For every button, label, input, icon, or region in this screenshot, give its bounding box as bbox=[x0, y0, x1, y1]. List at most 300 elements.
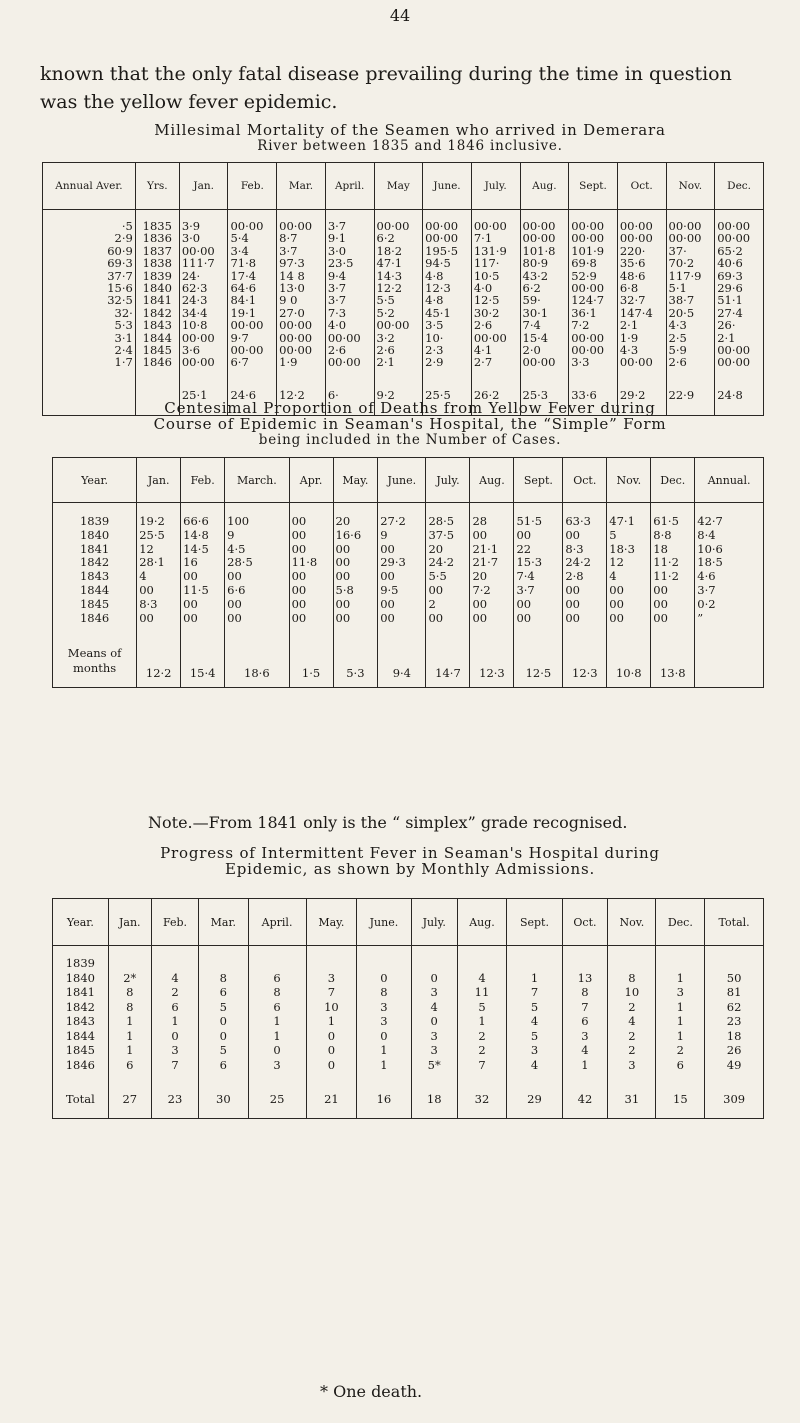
table3-cell: 3 bbox=[380, 1014, 388, 1028]
table2-header-7: July. bbox=[426, 458, 470, 503]
table1-cell: 15·6 bbox=[107, 280, 133, 295]
table2-mean-3: 1·5 bbox=[289, 635, 333, 688]
table3-column-values bbox=[309, 956, 355, 1072]
table3-cell bbox=[309, 956, 355, 971]
table2-cell: 1843 bbox=[79, 569, 110, 584]
table3-footnote: * One death. bbox=[320, 1382, 423, 1401]
table1-cell: 12·2 bbox=[376, 280, 403, 295]
table2-mean-11: 13·8 bbox=[651, 635, 695, 688]
table1-cell: 1835 bbox=[142, 219, 172, 233]
table2-column-9 bbox=[514, 503, 563, 636]
table3-total-7: 18 bbox=[411, 1080, 457, 1119]
table3-cell: 1 bbox=[478, 1014, 486, 1028]
table2-cell: 100 bbox=[227, 514, 250, 528]
table3-cell: 4 bbox=[581, 1043, 589, 1057]
table3-body-row bbox=[53, 946, 764, 1081]
table3-header-0: Year. bbox=[53, 899, 109, 946]
table2-cell: 29·3 bbox=[380, 555, 406, 570]
table1-body-row bbox=[43, 210, 764, 377]
table2-cell: 12 bbox=[139, 541, 154, 556]
table2-cell: 37·5 bbox=[428, 527, 455, 542]
table1-cell: 12·5 bbox=[473, 293, 500, 308]
table1-cell: 4·3 bbox=[619, 342, 639, 357]
table1-cell: 2·4 bbox=[114, 342, 133, 357]
table1-cell: 3·2 bbox=[376, 330, 395, 345]
table1-cell: 6·2 bbox=[376, 231, 395, 246]
table1-cell: 70·2 bbox=[668, 256, 695, 271]
table2-column-values bbox=[55, 515, 134, 625]
table2-cell: 28·5 bbox=[428, 514, 455, 528]
table3-column-values bbox=[359, 956, 409, 1072]
table3-header-row bbox=[53, 899, 764, 946]
table3-header-13: Total. bbox=[705, 899, 764, 946]
table1-cell: 64·6 bbox=[230, 280, 257, 295]
table1-cell: 2·0 bbox=[522, 342, 541, 357]
table3-cell: 1 bbox=[380, 1057, 388, 1072]
table3-cell: 1 bbox=[327, 1014, 336, 1028]
table2-cell: 0·2 bbox=[697, 596, 716, 611]
table3-cell: 2 bbox=[628, 1043, 636, 1057]
table3-column-5 bbox=[306, 946, 357, 1081]
table3-header-11: Nov. bbox=[608, 899, 656, 946]
table1-caption bbox=[40, 122, 780, 154]
table2-cell: 00 bbox=[428, 582, 444, 597]
table2-cell: 16 bbox=[183, 555, 198, 570]
table2-column-values bbox=[292, 515, 331, 625]
table3-header-6: June. bbox=[357, 899, 412, 946]
table2-cell: 6·6 bbox=[227, 582, 246, 597]
table1-cell: 1·9 bbox=[279, 355, 298, 370]
table1-total-10: 33·6 bbox=[569, 377, 618, 416]
table3-column-6 bbox=[357, 946, 412, 1081]
table1-column-values bbox=[523, 220, 567, 369]
table2-cell: 1846 bbox=[79, 610, 110, 625]
table1-header-8: July. bbox=[471, 163, 520, 210]
table1-cell: 1·9 bbox=[619, 330, 639, 345]
table1-total-4: 12·2 bbox=[277, 377, 326, 416]
page-number: 44 bbox=[389, 6, 411, 25]
table3-header-10: Oct. bbox=[562, 899, 608, 946]
table1-header-7: June. bbox=[423, 163, 472, 210]
table1-cell: 3·7 bbox=[327, 280, 347, 295]
table1-column-values bbox=[425, 220, 469, 369]
table1-column-values bbox=[377, 220, 421, 369]
table2-column-values bbox=[653, 515, 692, 625]
table1-cell: 4·8 bbox=[425, 293, 444, 308]
table1-column-8 bbox=[471, 210, 520, 377]
table3-cell bbox=[707, 956, 761, 971]
yellow-fever-proportion-table bbox=[52, 457, 764, 688]
table3-cell: 0 bbox=[380, 1028, 388, 1043]
table2-cell: 00 bbox=[565, 582, 580, 597]
table3-total-13: 309 bbox=[705, 1080, 764, 1119]
table1-cell: 36·1 bbox=[571, 305, 597, 320]
table1-cell: 117·9 bbox=[668, 268, 702, 283]
table3-cell: 7 bbox=[530, 985, 539, 999]
table2-column-11 bbox=[607, 503, 651, 636]
table3-cell: 1 bbox=[380, 1043, 388, 1057]
table1-header-10: Sept. bbox=[569, 163, 618, 210]
table2-header-6: June. bbox=[378, 458, 426, 503]
table2-cell: 28·1 bbox=[139, 555, 165, 570]
table1-cell: 3·7 bbox=[327, 293, 347, 308]
table1-cell: 27·4 bbox=[717, 305, 743, 320]
table3-cell: 6 bbox=[273, 999, 281, 1014]
table1-column-values bbox=[328, 220, 372, 369]
table2-cell: 1840 bbox=[79, 527, 110, 542]
table2-column-values bbox=[139, 515, 178, 625]
table1-cell: 32· bbox=[114, 305, 133, 320]
table2-cell: 3·7 bbox=[697, 582, 716, 597]
table3-cell: 1 bbox=[676, 970, 684, 985]
table3-column-values bbox=[55, 956, 106, 1072]
table1-cell: 14 8 bbox=[279, 268, 305, 283]
table1-cell: 29·6 bbox=[717, 280, 743, 295]
table2-cell: ” bbox=[697, 610, 704, 625]
table2-header-row bbox=[53, 458, 764, 503]
table3-cell: 5 bbox=[530, 1028, 539, 1043]
table2-caption bbox=[40, 400, 780, 448]
table1-cell: 47·1 bbox=[376, 256, 403, 271]
table3-cell: 8 bbox=[126, 985, 134, 999]
table2-cell: 20 bbox=[428, 541, 444, 556]
table2-cell: 00 bbox=[565, 596, 580, 611]
table1-cell: 00·00 bbox=[619, 231, 653, 246]
table3-column-8 bbox=[457, 946, 507, 1081]
table2-header-0: Year. bbox=[53, 458, 137, 503]
table2-header-1: Jan. bbox=[137, 458, 181, 503]
table1-column-values bbox=[279, 220, 323, 369]
table1-total-11: 29·2 bbox=[617, 377, 666, 416]
table2-cell: 11·2 bbox=[653, 555, 679, 570]
table1-cell: 1843 bbox=[142, 318, 172, 333]
table2-cell: 2·8 bbox=[565, 569, 584, 584]
table1-cell: 37·7 bbox=[107, 268, 133, 283]
table3-cell: 26 bbox=[726, 1043, 742, 1057]
table3-cell: 4 bbox=[478, 970, 486, 985]
table2-column-12 bbox=[651, 503, 695, 636]
table2-cell: 2 bbox=[428, 596, 436, 611]
table3-cell: 5 bbox=[219, 1043, 227, 1057]
table1-header-5: April. bbox=[325, 163, 374, 210]
table3-cell: 5 bbox=[219, 999, 227, 1014]
table1-cell: 117· bbox=[473, 256, 500, 271]
table2-cell: 18·5 bbox=[697, 555, 723, 570]
table3-cell: 4 bbox=[171, 970, 179, 985]
table3-cell: 2 bbox=[676, 1043, 684, 1057]
table2-mean-2: 18·6 bbox=[225, 635, 289, 688]
table3-cell: 1 bbox=[530, 970, 539, 985]
table2-cell: 63·3 bbox=[565, 514, 591, 528]
table2-body-row bbox=[53, 503, 764, 636]
table1-column-values bbox=[669, 220, 713, 369]
table1-total-3: 24·6 bbox=[228, 377, 277, 416]
table1-column-10 bbox=[569, 210, 618, 377]
table1-header-4: Mar. bbox=[277, 163, 326, 210]
table1-column-values bbox=[45, 220, 133, 369]
table1-cell: 1845 bbox=[142, 342, 172, 357]
table3-cell: 81 bbox=[726, 985, 742, 999]
table2-cell: 00 bbox=[609, 582, 624, 597]
table1-cell: 1836 bbox=[142, 231, 172, 246]
table1-cell: 00·00 bbox=[327, 355, 361, 370]
table3-column-12 bbox=[656, 946, 705, 1081]
table1-cell: 00·00 bbox=[279, 330, 313, 345]
table1-cell: 9 0 bbox=[279, 293, 298, 308]
table2-column-5 bbox=[333, 503, 378, 636]
table2-cell: 9 bbox=[380, 527, 388, 542]
table1-column-3 bbox=[228, 210, 277, 377]
table2-mean-5: 9·4 bbox=[378, 635, 426, 688]
table3-cell: 2 bbox=[478, 1043, 486, 1057]
table3-cell: 3 bbox=[273, 1057, 281, 1072]
table3-column-0 bbox=[53, 946, 109, 1081]
table1-cell: 2·1 bbox=[619, 318, 639, 333]
table2-column-values bbox=[697, 515, 761, 625]
table2-cell: 00 bbox=[291, 541, 307, 556]
table1-cell: 59· bbox=[522, 293, 541, 308]
table3-cell: 4 bbox=[430, 999, 438, 1014]
table1-cell: 40·6 bbox=[717, 256, 743, 271]
table3-cell: 3 bbox=[327, 970, 336, 985]
table3-total-row bbox=[53, 1080, 764, 1119]
table1-cell: 195·5 bbox=[425, 243, 459, 258]
table1-cell: 3·5 bbox=[425, 318, 444, 333]
table2-mean-7: 12·3 bbox=[470, 635, 514, 688]
table2-column-13 bbox=[695, 503, 764, 636]
table3-cell: 13 bbox=[577, 970, 593, 985]
table2-cell: 61·5 bbox=[653, 514, 679, 528]
table1-cell: 2·1 bbox=[717, 330, 736, 345]
table1-cell: 3·4 bbox=[230, 243, 249, 258]
table1-column-9 bbox=[520, 210, 569, 377]
table1-cell: 2·6 bbox=[668, 355, 687, 370]
table3-column-values bbox=[111, 956, 149, 1072]
table1-cell: 00·00 bbox=[522, 231, 556, 246]
table1-total-5: 6· bbox=[325, 377, 374, 416]
table2-header-5: May. bbox=[333, 458, 378, 503]
table2-cell: 11·8 bbox=[291, 555, 318, 570]
table2-cell: 00 bbox=[516, 596, 532, 611]
table1-cell: 7·3 bbox=[327, 305, 347, 320]
table1-cell: 32·7 bbox=[619, 293, 646, 308]
table3-column-13 bbox=[705, 946, 764, 1081]
table3-column-10 bbox=[562, 946, 608, 1081]
table3-cell: 2 bbox=[628, 999, 636, 1014]
table1-cell: 18·2 bbox=[376, 243, 403, 258]
means-label-line1: Means of bbox=[67, 646, 122, 661]
table3-cell: 1846 bbox=[65, 1057, 95, 1072]
table1-cell: 20·5 bbox=[668, 305, 695, 320]
table1-header-9: Aug. bbox=[520, 163, 569, 210]
table1-cell: 00·00 bbox=[230, 342, 264, 357]
table2-cell: 00 bbox=[653, 610, 668, 625]
table2-cell: 00 bbox=[335, 555, 351, 570]
table1-cell: 3·9 bbox=[181, 219, 201, 233]
table3-cell: 7 bbox=[478, 1057, 486, 1072]
table2-header-2: Feb. bbox=[181, 458, 225, 503]
table1-cell: 7·4 bbox=[522, 318, 541, 333]
table2-cell: 47·1 bbox=[609, 514, 635, 528]
table3-cell: 0 bbox=[430, 970, 438, 985]
table1-cell: 2·6 bbox=[376, 342, 395, 357]
table1-cell: 30·1 bbox=[522, 305, 549, 320]
table2-cell: 18·3 bbox=[609, 541, 635, 556]
table1-cell: 24· bbox=[181, 268, 201, 283]
table1-column-values bbox=[474, 220, 518, 369]
table1-cell: 00·00 bbox=[619, 219, 653, 233]
table2-cell: 27·2 bbox=[380, 514, 406, 528]
table3-cell: 49 bbox=[726, 1057, 742, 1072]
table2-header-11: Nov. bbox=[607, 458, 651, 503]
table2-mean-10: 10·8 bbox=[607, 635, 651, 688]
table2-mean-6: 14·7 bbox=[426, 635, 470, 688]
table3-cell: 7 bbox=[581, 999, 589, 1014]
table3-cell: 3 bbox=[581, 1028, 589, 1043]
table3-cell: 7 bbox=[171, 1057, 179, 1072]
table2-cell: 1839 bbox=[79, 514, 110, 528]
table3-column-7 bbox=[411, 946, 457, 1081]
table3-header-12: Dec. bbox=[656, 899, 705, 946]
table3-cell: 8 bbox=[126, 999, 134, 1014]
table3-cell bbox=[414, 956, 455, 971]
table3-cell: 1843 bbox=[65, 1014, 95, 1028]
table2-cell: 66·6 bbox=[183, 514, 209, 528]
table2-cell: 00 bbox=[565, 527, 580, 542]
table3-cell bbox=[460, 956, 505, 971]
table3-column-values bbox=[565, 956, 606, 1072]
table1-header-row bbox=[43, 163, 764, 210]
table3-header-2: Feb. bbox=[151, 899, 198, 946]
table2-cell: 00 bbox=[653, 596, 668, 611]
table2-header-13: Annual. bbox=[695, 458, 764, 503]
table1-cell: 00·00 bbox=[376, 219, 410, 233]
table2-cell: 1844 bbox=[79, 582, 110, 597]
table2-cell: 00 bbox=[380, 596, 395, 611]
table3-cell: 18 bbox=[726, 1028, 742, 1043]
table3-cell bbox=[509, 956, 559, 971]
table3-cell: 1 bbox=[273, 1028, 281, 1043]
table2-cell: 00 bbox=[472, 527, 488, 542]
table3-total-4: 25 bbox=[248, 1080, 306, 1119]
table1-cell: 1·7 bbox=[114, 355, 133, 370]
table1-total-13: 24·8 bbox=[715, 377, 764, 416]
table2-cell: 00 bbox=[139, 582, 154, 597]
table3-column-11 bbox=[608, 946, 656, 1081]
table1-cell: 10· bbox=[425, 330, 444, 345]
table3-cell: 2 bbox=[628, 1028, 636, 1043]
table2-cell: 4 bbox=[139, 569, 147, 584]
table1-cell: 84·1 bbox=[230, 293, 257, 308]
table2-cell: 7·2 bbox=[472, 582, 491, 597]
table2-cell: 00 bbox=[472, 610, 488, 625]
table2-cell: 20 bbox=[335, 514, 351, 528]
table2-column-values bbox=[516, 515, 560, 625]
table1-cell: 5·4 bbox=[230, 231, 249, 246]
table1-cell: 00·00 bbox=[279, 342, 313, 357]
table1-cell: 00·00 bbox=[522, 219, 556, 233]
table2-cell: 00 bbox=[291, 596, 307, 611]
table3-cell: 0 bbox=[219, 1014, 227, 1028]
table3-cell: 23 bbox=[726, 1014, 742, 1028]
table3-column-values bbox=[414, 956, 455, 1072]
table3-cell: 1840 bbox=[65, 970, 95, 985]
table2-cell: 20 bbox=[472, 569, 488, 584]
table1-cell: 35·6 bbox=[619, 256, 646, 271]
table3-cell: 1844 bbox=[65, 1028, 95, 1043]
table3-cell: 0 bbox=[171, 1028, 179, 1043]
table2-header-12: Dec. bbox=[651, 458, 695, 503]
table3-cell: 1 bbox=[273, 1014, 281, 1028]
table1-cell: 00·00 bbox=[571, 231, 605, 246]
table2-cell: 00 bbox=[183, 610, 198, 625]
table3-cell: 6 bbox=[171, 999, 179, 1014]
table2-mean-0: 12·2 bbox=[137, 635, 181, 688]
table1-cell: 4·0 bbox=[327, 318, 347, 333]
table2-cell: 00 bbox=[609, 610, 624, 625]
table1-column-values bbox=[571, 220, 615, 369]
table2-cell: 8·3 bbox=[139, 596, 158, 611]
table3-cell: 2* bbox=[123, 970, 137, 985]
table1-cell: 51·1 bbox=[717, 293, 743, 308]
table1-cell: 1844 bbox=[142, 330, 172, 345]
table3-total-8: 32 bbox=[457, 1080, 507, 1119]
table3-cell bbox=[658, 956, 702, 971]
table3-total-12: 15 bbox=[656, 1080, 705, 1119]
table3-cell: 1 bbox=[126, 1043, 134, 1057]
table2-cell: 7·4 bbox=[516, 569, 535, 584]
table3-cell: 7 bbox=[327, 985, 336, 999]
table2-cell: 25·5 bbox=[139, 527, 165, 542]
table2-cell: 24·2 bbox=[565, 555, 591, 570]
table1-cell: 19·1 bbox=[230, 305, 257, 320]
table1-cell: 5·3 bbox=[114, 318, 133, 333]
table3-column-2 bbox=[151, 946, 198, 1081]
table1-cell: 9·7 bbox=[230, 330, 249, 345]
table3-cell: 3 bbox=[430, 1043, 438, 1057]
table3-cell: 6 bbox=[219, 985, 227, 999]
table2-cell: 00 bbox=[291, 610, 307, 625]
table3-header-8: Aug. bbox=[457, 899, 507, 946]
table2-cell: 1845 bbox=[79, 596, 110, 611]
table1-cell: 4·3 bbox=[668, 318, 687, 333]
table2-cell: 21·1 bbox=[472, 541, 499, 556]
table2-cell: 5 bbox=[609, 527, 617, 542]
table2-cell: 00 bbox=[380, 541, 395, 556]
table1-cell: 2·1 bbox=[376, 355, 395, 370]
table1-total-7: 25·5 bbox=[423, 377, 472, 416]
table1-cell: 43·2 bbox=[522, 268, 549, 283]
table2-cell: 8·8 bbox=[653, 527, 672, 542]
table3-header-7: July. bbox=[411, 899, 457, 946]
table3-cell: 5 bbox=[530, 999, 539, 1014]
table1-cell: 14·3 bbox=[376, 268, 403, 283]
table2-column-8 bbox=[470, 503, 514, 636]
table1-cell: 00·00 bbox=[327, 330, 361, 345]
table1-cell: 1838 bbox=[142, 256, 172, 271]
table2-cell: 11·5 bbox=[183, 582, 209, 597]
table3-cell: 1842 bbox=[65, 999, 95, 1014]
table3-cell bbox=[111, 956, 149, 971]
table1-cell: 00·00 bbox=[571, 330, 605, 345]
table2-cell: 8·4 bbox=[697, 527, 716, 542]
table1-cell: 131·9 bbox=[473, 243, 507, 258]
table1-cell: 111·7 bbox=[181, 256, 215, 271]
table3-cell: 1 bbox=[126, 1014, 134, 1028]
table3-cell: 3 bbox=[430, 985, 438, 999]
table3-caption-line1: Progress of Intermittent Fever in Seaman's Hospital during bbox=[160, 844, 660, 862]
table1-cell: 38·7 bbox=[668, 293, 695, 308]
